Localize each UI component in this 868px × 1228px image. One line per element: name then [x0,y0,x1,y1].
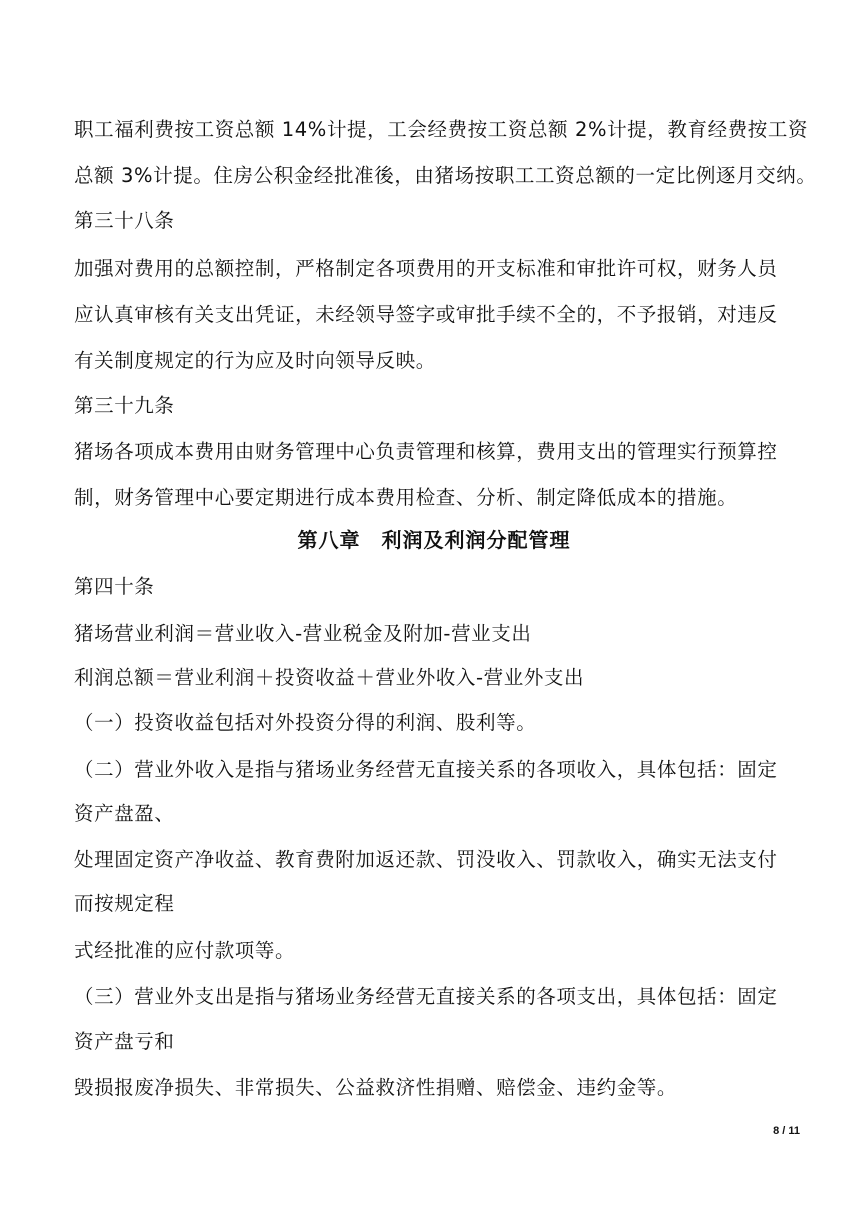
text-line: 资产盘亏和 [74,1030,175,1053]
text-line: （一）投资收益包括对外投资分得的利润、股利等。 [74,711,537,734]
text-line: 制，财务管理中心要定期进行成本费用检查、分析、制定降低成本的措施。 [74,486,738,509]
chapter-heading: 第八章 利润及利润分配管理 [297,528,571,552]
text-line: 猪场营业利润＝营业收入-营业税金及附加-营业支出 [74,622,532,645]
text-line: 而按规定程 [74,892,175,915]
article-title: 第四十条 [74,575,155,598]
text-line: 有关制度规定的行为应及时向领导反映。 [74,349,436,372]
text-line: （三）营业外支出是指与猪场业务经营无直接关系的各项支出，具体包括：固定 [74,985,778,1008]
text-line: 应认真审核有关支出凭证，未经领导签字或审批手续不全的，不予报销，对违反 [74,303,778,326]
article-title: 第三十八条 [74,209,175,232]
text-line: 式经批准的应付款项等。 [74,939,296,962]
text-line: 毁损报废净损失、非常损失、公益救济性捐赠、赔偿金、违约金等。 [74,1076,678,1099]
page-number: 8 / 11 [773,1125,800,1137]
text-line: 处理固定资产净收益、教育费附加返还款、罚没收入、罚款收入，确实无法支付 [74,848,778,871]
article-title: 第三十九条 [74,394,175,417]
text-line: 总额 3%计提。住房公积金经批准後，由猪场按职工工资总额的一定比例逐月交纳。 [74,164,817,187]
text-line: 猪场各项成本费用由财务管理中心负责管理和核算，费用支出的管理实行预算控 [74,440,778,463]
text-line: 职工福利费按工资总额 14%计提，工会经费按工资总额 2%计提，教育经费按工资 [74,118,809,141]
text-line: 加强对费用的总额控制，严格制定各项费用的开支标准和审批许可权，财务人员 [74,257,778,280]
text-line: 利润总额＝营业利润＋投资收益＋营业外收入-营业外支出 [74,666,585,689]
text-line: （二）营业外收入是指与猪场业务经营无直接关系的各项收入，具体包括：固定 [74,758,778,781]
text-line: 资产盘盈、 [74,802,175,825]
